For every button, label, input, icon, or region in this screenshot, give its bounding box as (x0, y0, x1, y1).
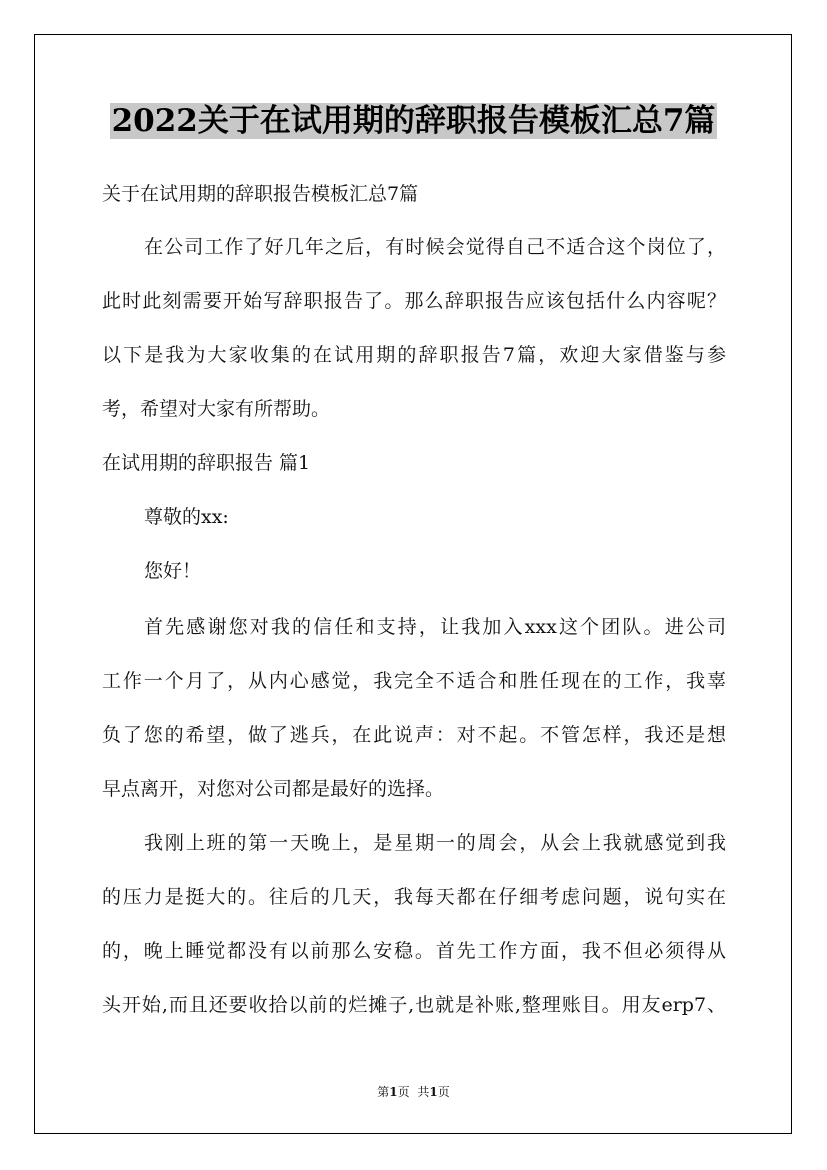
document-title-text: 2022关于在试用期的辞职报告模板汇总7篇 (111, 103, 716, 139)
intro-line: 考，希望对大家有所帮助。 (102, 398, 331, 420)
page-footer (0, 1083, 827, 1100)
paragraph-line: 的压力是挺大的。往后的几天，我每天都在仔细考虑问题，说句实在 (102, 886, 726, 908)
paragraph-line: 工作一个月了，从内心感觉，我完全不适合和胜任现在的工作，我辜 (102, 670, 726, 692)
total-prefix: 共 (417, 1085, 430, 1099)
page-suffix: 页 (397, 1085, 410, 1099)
paragraph-line: 首先感谢您对我的信任和支持，让我加入xxx这个团队。进公司 (144, 616, 726, 638)
salutation: 尊敬的xx: (144, 506, 229, 528)
paragraph-line: 头开始,而且还要收拾以前的烂摊子,也就是补账,整理账目。用友erp7、 (102, 994, 726, 1016)
subtitle: 关于在试用期的辞职报告模板汇总7篇 (102, 183, 419, 205)
page-prefix: 第 (377, 1085, 390, 1099)
greeting: 您好！ (144, 560, 202, 582)
paragraph-line: 我刚上班的第一天晚上，是星期一的周会，从会上我就感觉到我 (144, 832, 726, 854)
total-pages: 1 (429, 1085, 438, 1099)
intro-line: 在公司工作了好几年之后，有时候会觉得自己不适合这个岗位了， (144, 236, 726, 258)
paragraph-line: 的，晚上睡觉都没有以前那么安稳。首先工作方面，我不但必须得从 (102, 940, 726, 962)
section-heading: 在试用期的辞职报告 篇1 (102, 452, 311, 474)
paragraph-line: 早点离开，对您对公司都是最好的选择。 (102, 778, 445, 800)
document-title (0, 98, 827, 144)
intro-line: 以下是我为大家收集的在试用期的辞职报告7篇，欢迎大家借鉴与参 (102, 344, 726, 366)
total-suffix: 页 (437, 1085, 450, 1099)
paragraph-line: 负了您的希望，做了逃兵，在此说声：对不起。不管怎样，我还是想 (102, 724, 726, 746)
page-number: 1 (389, 1085, 398, 1099)
intro-line: 此时此刻需要开始写辞职报告了。那么辞职报告应该包括什么内容呢？ (102, 290, 726, 312)
